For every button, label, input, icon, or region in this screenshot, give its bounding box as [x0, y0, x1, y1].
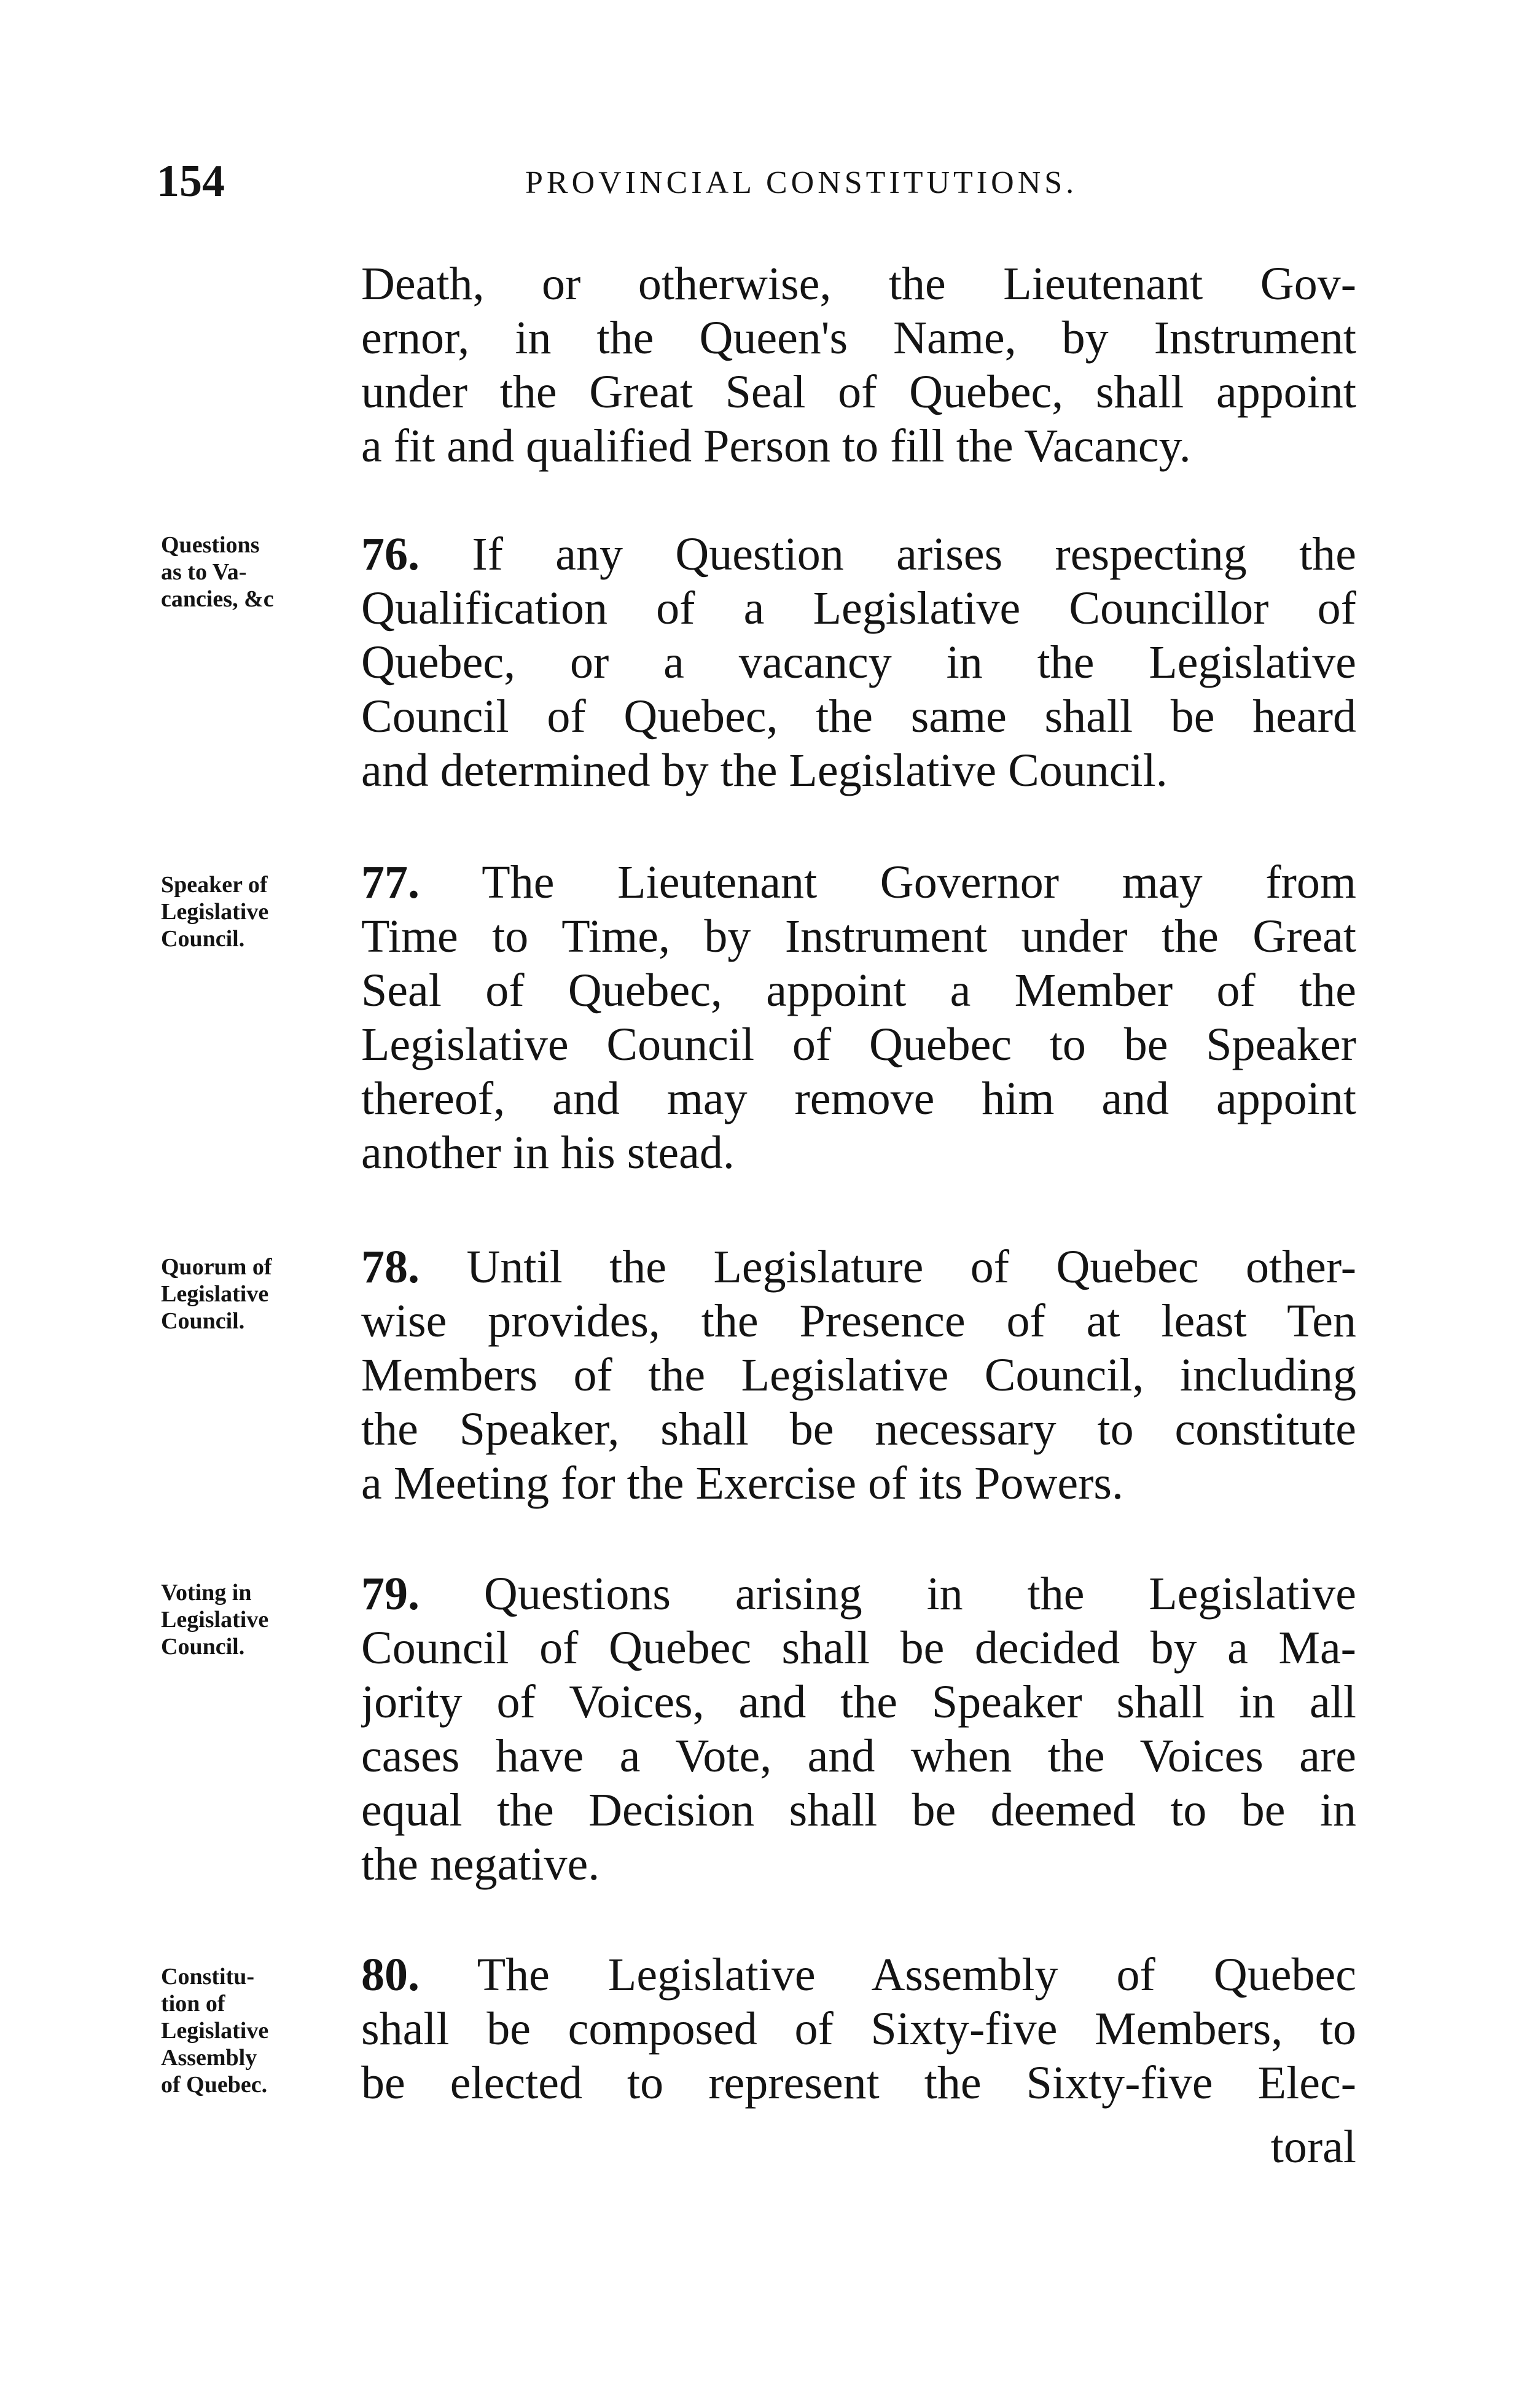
margin-note-line: Legislative: [161, 899, 269, 925]
margin-note-line: Legislative: [161, 1281, 269, 1307]
text-line: Quebec, or a vacancy in the Legislative: [361, 637, 1356, 688]
margin-note-line: Assembly: [161, 2045, 257, 2071]
text-line: The Legislative Assembly of Quebec: [420, 1949, 1356, 2001]
text-line: be elected to represent the Sixty-five Elec-: [361, 2057, 1356, 2109]
section-number: 77.: [361, 857, 420, 908]
margin-note-77: [161, 871, 364, 952]
text-line: Council of Quebec shall be decided by a Ma-: [361, 1622, 1356, 1674]
section-77: [361, 855, 1356, 1180]
section-78: [361, 1240, 1356, 1510]
text-line: Council of Quebec, the same shall be heard: [361, 691, 1356, 742]
margin-note-line: Quorum of: [161, 1254, 272, 1280]
text-line: Qualification of a Legislative Councillor of: [361, 582, 1356, 634]
text-line: Seal of Quebec, appoint a Member of the: [361, 965, 1356, 1016]
text-line: and determined by the Legislative Council.: [361, 745, 1168, 796]
text-line: Death, or otherwise, the Lieutenant Gov-: [361, 258, 1356, 310]
section-79: [361, 1567, 1356, 1891]
margin-note-78: [161, 1253, 364, 1335]
section-76: [361, 527, 1356, 798]
margin-note-line: Constitu-: [161, 1964, 255, 1990]
margin-note-line: Speaker of: [161, 872, 268, 898]
text-line: ernor, in the Queen's Name, by Instrument: [361, 312, 1356, 364]
margin-note-76: [161, 531, 364, 613]
margin-note-line: Council.: [161, 926, 245, 952]
text-line: a Meeting for the Exercise of its Powers.: [361, 1457, 1123, 1509]
text-line: jority of Voices, and the Speaker shall in all: [361, 1676, 1356, 1728]
text-line: Legislative Council of Quebec to be Speaker: [361, 1019, 1356, 1070]
text-line: another in his stead.: [361, 1127, 735, 1179]
text-line: cases have a Vote, and when the Voices are: [361, 1730, 1356, 1782]
section-number: 78.: [361, 1241, 420, 1293]
page-number: 154: [157, 156, 225, 206]
section-number: 79.: [361, 1568, 420, 1620]
margin-note-line: Legislative: [161, 2018, 269, 2044]
margin-note-line: as to Va-: [161, 559, 247, 585]
text-line: shall be composed of Sixty-five Members, to: [361, 2003, 1356, 2055]
text-line: The Lieutenant Governor may from: [420, 857, 1356, 908]
section-number: 76.: [361, 528, 420, 580]
margin-note-line: cancies, &c: [161, 586, 274, 612]
margin-note-line: tion of: [161, 1991, 225, 2017]
text-line: Members of the Legislative Council, including: [361, 1349, 1356, 1401]
section-80: [361, 1948, 1356, 2110]
text-line: a fit and qualified Person to fill the Vacancy.: [361, 420, 1191, 472]
text-line: If any Question arises respecting the: [420, 528, 1356, 580]
text-line: the negative.: [361, 1838, 600, 1890]
text-line: Time to Time, by Instrument under the Great: [361, 911, 1356, 962]
running-title: PROVINCIAL CONSTITUTIONS.: [525, 165, 1078, 200]
margin-note-line: Questions: [161, 532, 260, 558]
margin-note-line: Council.: [161, 1634, 245, 1660]
text-line: equal the Decision shall be deemed to be in: [361, 1784, 1356, 1836]
catchword-block: [361, 2120, 1356, 2174]
page-header: [157, 157, 1361, 206]
margin-note-line: Legislative: [161, 1607, 269, 1633]
margin-note-79: [161, 1579, 364, 1660]
section-number: 80.: [361, 1949, 420, 2001]
margin-note-line: Council.: [161, 1308, 245, 1334]
text-line: thereof, and may remove him and appoint: [361, 1073, 1356, 1124]
text-line: the Speaker, shall be necessary to constitute: [361, 1403, 1356, 1455]
text-line: wise provides, the Presence of at least Ten: [361, 1295, 1356, 1347]
catchword: toral: [1270, 2121, 1356, 2173]
text-line: under the Great Seal of Quebec, shall appoint: [361, 366, 1356, 418]
text-line: Until the Legislature of Quebec other-: [420, 1241, 1356, 1293]
text-line: Questions arising in the Legislative: [420, 1568, 1356, 1620]
margin-note-line: Voting in: [161, 1580, 252, 1606]
margin-note-line: of Quebec.: [161, 2072, 268, 2098]
margin-note-80: [161, 1963, 364, 2098]
continuation-paragraph: [361, 257, 1356, 473]
